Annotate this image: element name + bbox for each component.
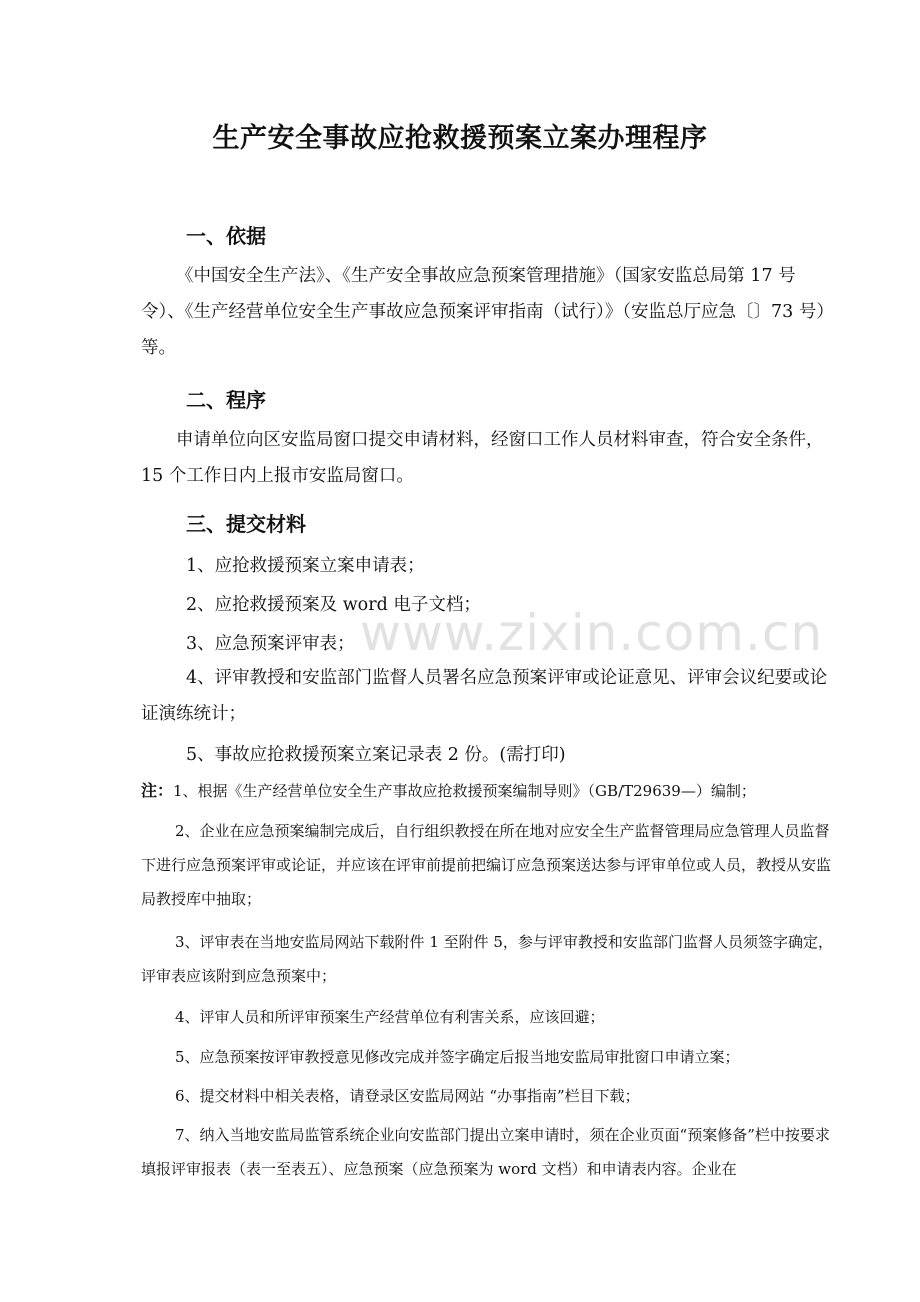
page-title: 生产安全事故应抢救援预案立案办理程序 (212, 123, 708, 154)
materials-item: 3、应急预案评审表； (186, 634, 355, 654)
note-item: 5、应急预案按评审教授意见修改完成并签字确定后报当地安监局审批窗口申请立案； (175, 1048, 740, 1066)
note-item: 3、评审表在当地安监局网站下载附件 1 至附件 5，参与评审教授和安监部门监督人员须签字确定，评审表应该附到应急预案中； (141, 933, 833, 985)
basis-paragraph: 《中国安全生产法》、《生产安全事故应急预案管理措施》（国家安监总局第 17 号令）、《生产经营单位安全生产事故应急预案评审指南（试行）》（安监总厅应急〔〕73 号）等。 (141, 266, 826, 358)
section-heading-basis: 一、依据 (186, 224, 266, 248)
materials-item: 4、评审教授和安监部门监督人员署名应急预案评审或论证意见、评审会议纪要或论证演练统计； (141, 668, 828, 724)
materials-item: 2、应抢救援预案及 word 电子文档； (186, 595, 481, 615)
section-heading-materials: 三、提交材料 (186, 512, 306, 536)
section-heading-procedure: 二、程序 (186, 388, 266, 412)
notes-label: 注： (141, 781, 174, 800)
notes-first-line (141, 778, 756, 801)
materials-item: 5、事故应抢救援预案立案记录表 2 份。(需打印) (186, 745, 566, 765)
note-item: 4、评审人员和所评审预案生产经营单位有利害关系，应该回避； (175, 1008, 605, 1026)
note-item: 7、纳入当地安监局监管系统企业向安监部门提出立案申请时，须在企业页面“预案修备”栏中按要求填报评审报表（表一至表五）、应急预案（应急预案为 word 文档）和申请表内容。企业在 (141, 1126, 830, 1178)
procedure-paragraph: 申请单位向区安监局窗口提交申请材料，经窗口工作人员材料审查，符合安全条件，15 个工作日内上报市安监局窗口。 (141, 430, 824, 486)
note-item: 6、提交材料中相关表格，请登录区安监局网站 “办事指南”栏目下载； (175, 1087, 640, 1105)
note-item: 2、企业在应急预案编制完成后，自行组织教授在所在地对应安全生产监督管理局应急管理人员监督下进行应急预案评审或论证，并应该在评审前提前把编订应急预案送达参与评审单位或人员，教授从安监局教授库中抽取； (141, 822, 832, 908)
materials-item: 1、应抢救援预案立案申请表； (186, 556, 425, 576)
note-item: 1、根据《生产经营单位安全生产事故应抢救援预案编制导则》（GB/T29639—）编制； (173, 782, 756, 800)
watermark: www.zixin.com.cn (360, 604, 824, 662)
